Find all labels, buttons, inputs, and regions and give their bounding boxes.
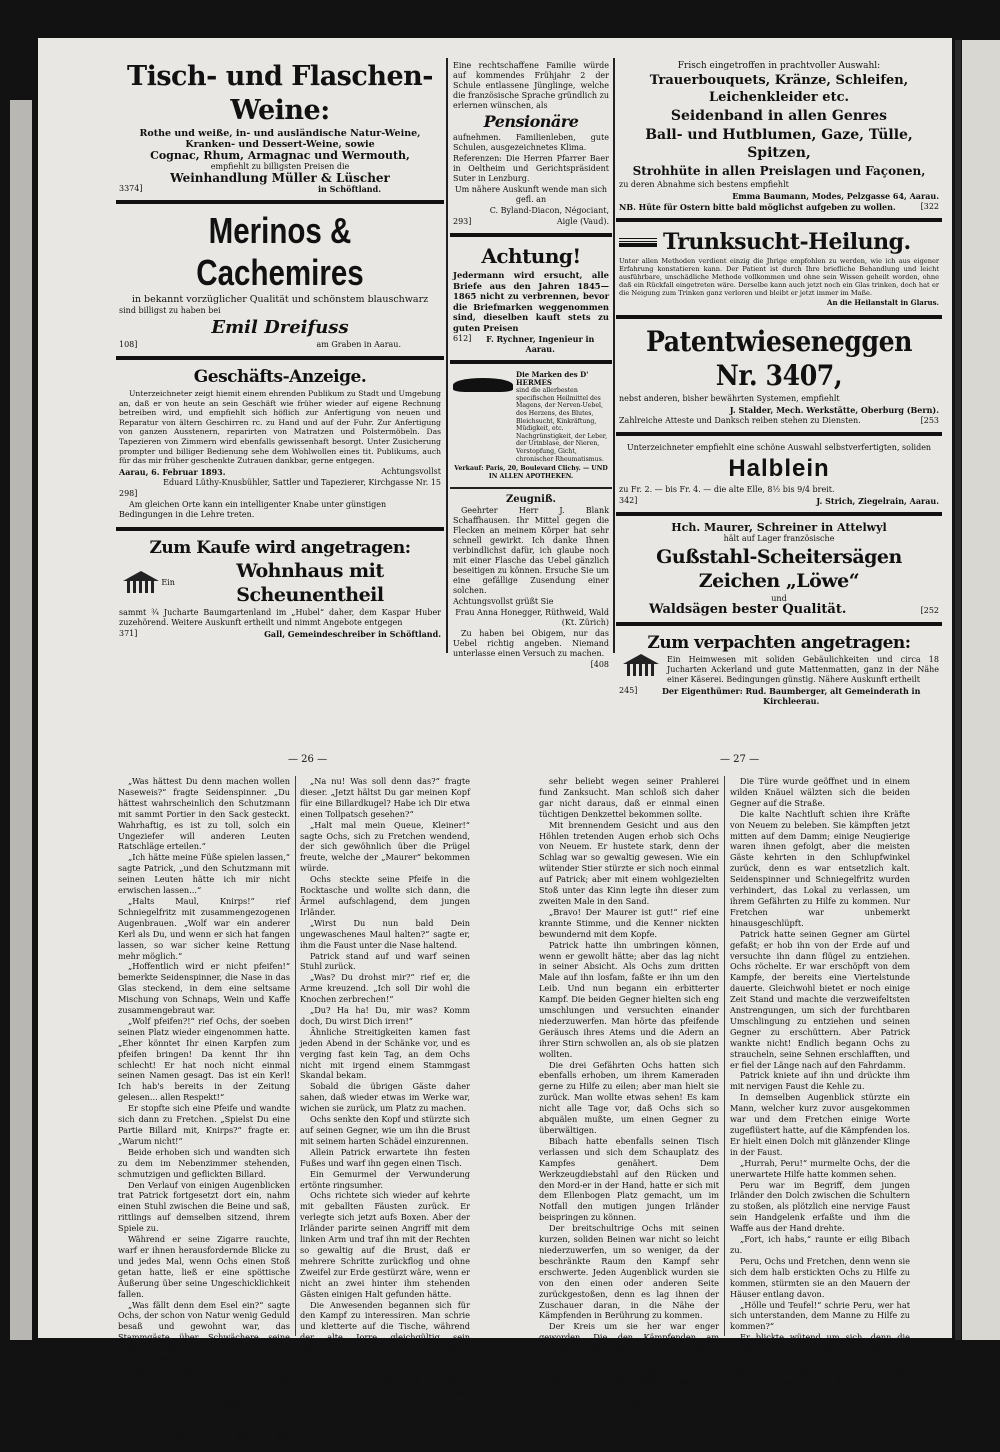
house-sale-ad bbox=[116, 535, 444, 641]
story-paragraph: Es war das erste Mal, daß Ochs einen solchen Gegner vor sich hatte. Er war nicht bbox=[300, 1375, 470, 1408]
story-paragraph: „Auf die Straße mit ihnen!“ schrie man. „Jawohl, hinaus!“ brüllten Andere. bbox=[539, 1386, 719, 1408]
testimonial-note: Zu haben bei Obigem, nur das Uebel richtig angeben. Niemand unterlasse einen Versuch zu machen. bbox=[453, 629, 609, 659]
story-paragraph: „Du? Ha ha! Du, mir was? Komm doch, Du wirst Dich irren!“ bbox=[300, 1005, 470, 1026]
business-notice-body: Unterzeichneter zeigt hiemit einem ehrenden Publikum zu Stadt und Umgebung an, daß er von heute an sein Geschäft wie früher wieder auf eigene Rechnung betreiben wird, und empfiehlt sich höflich zur Anfertigung von neuen und Reparatur von ältern Geschirren rc. zu Hand und auf der Fuhr. Zur Anfertigung von ganzen Ausstenern, reparirten von Matratzen und Polstermöbeln. Das Tapezieren von Zimmern wird ebenfalls gewissenhaft besorgt. Unter Zusicherung prompter und billiger Bedienung sehe dem Wohlwollen eines tit. Publikums, auch für das mir früher geschenkte Zutrauen dankbar, gerne entgegen. bbox=[119, 389, 441, 466]
harrow-note: Zahlreiche Atteste und Danksch reiben stehen zu Diensten. bbox=[619, 416, 861, 425]
story-paragraph: Den Verlauf von einigen Augenblicken trat Patrick fortgesetzt dort ein, nahm einen Stuhl zwischen die Beine und saß, rittlings auf demselben sitzend, ihrem Spiele zu. bbox=[118, 1179, 290, 1234]
millinery-top: Frisch eingetroffen in prachtvoller Auswahl: bbox=[677, 61, 881, 71]
story-paragraph: „Was hättest Du denn machen wollen Naseweis?“ fragte Seidenspinner. „Du hättest wahrscheinlich den Schutzmann mit sammt Portier in den Sack gesteckt. Wahrhaftig, es ist zu toll, solch ein Ungeziefer will anderen Leuten Ratschläge erteilen.“ bbox=[118, 776, 290, 852]
halflinen-name: J. Strich, Ziegelrain, Aarau. bbox=[816, 496, 939, 506]
story-paragraph: Ähnliche Streitigkeiten kamen fast jeden Abend in der Schänke vor, und es verging fast kein Tag, an dem Ochs nicht mit irgend einem Stammgast Skandal bekam. bbox=[300, 1026, 470, 1081]
testimonial-number: [408 bbox=[590, 660, 609, 670]
boarding-headline: Pensionäre bbox=[483, 112, 579, 131]
ad-divider bbox=[450, 487, 612, 489]
house-sale-number: 371] bbox=[119, 628, 138, 638]
story-paragraph: „Hoffentlich wird er nicht pfeifen!“ bemerkte Seidenspinner, die Nase in das Glas steckend, in dem eine seltsame Mischung von Schnaps, Wein und Kaffe zusammengebraut war. bbox=[118, 961, 290, 1016]
hermes-title: Die Marken des D' HERMES bbox=[516, 370, 589, 387]
testimonial-sign: Achtungsvollst grüßt Sie bbox=[453, 597, 554, 607]
page-26-column-a bbox=[118, 776, 290, 1452]
merinos-name: Emil Dreifuss bbox=[211, 317, 349, 338]
alcohol-cure-body: Unter allen Methoden verdient einzig die Jhrige empfohlen zu werden, wie ich aus eigener Erfahrung konstatieren kann. Der Patient ist durch Ihre briefliche Behandlung und leicht ausführbare, unschädliche Methode vollkommen und ohne sein Wissen geheilt worden, ohne daß ein Rückfall eingetreten wäre. Derselbe kann auch jetzt noch ein Glas trinken, doch hat er die Neigung zum Trinken ganz verloren und bleibt er jetzt immer im Maße. bbox=[619, 257, 939, 297]
boarding-name: C. Byland-Diacon, Négociant, bbox=[489, 206, 609, 215]
merinos-line-1: in bekannt vorzüglicher Qualität und schönstem blauschwarz bbox=[131, 294, 429, 305]
hermes-ad bbox=[450, 368, 612, 483]
story-paragraph: Er blickte wütend um sich, denn die Dunkelheit der Nacht und die Schnelligkeit, mit der die Szene sich abgespielt, hatten ihn verhindert, das Gesicht dessen, der ihm den Dolch entrissen hatte, zu erkennen. bbox=[730, 1332, 910, 1397]
column-rule bbox=[613, 58, 615, 653]
merinos-address: am Graben in Aarau. bbox=[316, 340, 401, 349]
hermes-vendor: Verkauf: Paris, 20, Boulevard Clichy. — UND IN ALLEN APOTHEKEN. bbox=[454, 465, 608, 480]
wine-ad bbox=[116, 58, 444, 196]
story-paragraph: „Ich hätte meine Füße spielen lassen,“ sagte Patrick, „und den Schutzmann mit seinen Leuten hätte ich mir nicht erwischen lassen...“ bbox=[118, 852, 290, 896]
wine-line-4: empfiehlt zu billigsten Preisen die bbox=[210, 162, 350, 171]
alcohol-cure-ad bbox=[616, 226, 942, 311]
ad-divider bbox=[616, 432, 942, 436]
halflinen-number: 342] bbox=[619, 496, 638, 505]
story-paragraph: „Was fällt denn dem Esel ein?“ sagte Ochs, der schon von Natur wenig Geduld besaß und gewohnt war, das Stammgäste über Schwächere seine rohe Körperkraft verspüren zu lassen. bbox=[118, 1299, 290, 1354]
boarding-body: Eine rechtschaffene Familie würde auf kommendes Frühjahr 2 der Schule entlassene Jünglinge, welche die französische Sprache gründlich zu erlernen wünschen, als bbox=[453, 61, 609, 110]
story-paragraph: „Hölle und Teufel!“ schrie Peru, wer hat sich unterstanden, dem Manne zu Hilfe zu kommen?“ bbox=[730, 1299, 910, 1332]
saw-ad bbox=[616, 520, 942, 618]
story-paragraph: Die Anwesenden begannen sich für den Kampf zu interessiren. Man schrie und kletterte auf die Tische, während der alte Jorre gleichgültig sein Häufchen Zucker auf dem kleinen Marmor seines Büffets zu einander reihte. bbox=[300, 1299, 470, 1375]
ad-divider bbox=[616, 218, 942, 222]
halflinen-top: Unterzeichneter empfiehlt eine schöne Auswahl selbstverfertigten, soliden bbox=[626, 443, 932, 452]
testimonial-ad bbox=[450, 493, 612, 673]
halflinen-ad bbox=[616, 440, 942, 508]
story-paragraph: Er stopfte sich eine Pfeife und wandte sich dann zu Fretchen. „Spielst Du eine Partie Billard mit, Knirps?“ fragte er. „Warum nicht!“ bbox=[118, 1103, 290, 1146]
story-paragraph: Ochs steckte seine Pfeife in die Rocktasche und wollte sich dann, die Ärmel aufschlagend, dem jungen Irländer. bbox=[300, 874, 470, 917]
hermes-body: sind die allerbesten specifischen Heilmittel des Magens, der Nerven-Uebel, des Herzens, des Blutes, Bleichsucht, Kinkräftung, Müdigkeit, etc. Nachgrünstigkeit, der Leber, der Urinblase, der Nieren, Verstopfung, Gicht, chronischer Rheumatismus. bbox=[516, 387, 608, 463]
story-paragraph: Patrick hatte seinen Gegner am Gürtel gefaßt; er hob ihn von der Erde auf und versuchte ihn dann flügel zu entziehen. Ochs röchelte. Er war erschöpft von dem Kampfe, der bereits eine Viertelstunde dauerte. Gleichwohl bietet er noch einige Zeit Stand und machte die verzweifeltsten Anstrengungen, um sich der furchtbaren Umschlingung zu entziehen und seinen Gegner zu erschüttern. Aber Patrick wankte nicht! Endlich begann Ochs zu straucheln, seine Sehnen erschlafften, und er fiel der Länge nach auf den Fahrdamm. bbox=[730, 928, 910, 1070]
ad-divider bbox=[616, 622, 942, 626]
merinos-title: Merinos & Cachemires bbox=[196, 210, 364, 293]
saw-title: Gußstahl-Scheitersägen Zeichen „Löwe“ bbox=[656, 546, 902, 592]
story-paragraph: Patrick kniete auf ihn und drückte ihm mit nervigen Faust die Kehle zu. bbox=[730, 1070, 910, 1092]
merinos-ad-number: 108] bbox=[119, 340, 138, 349]
page-27-column-a bbox=[539, 776, 719, 1408]
binding-shadow bbox=[955, 40, 961, 1340]
business-notice-title: Geschäfts-Anzeige. bbox=[193, 367, 367, 387]
story-paragraph: „Was? Du drohst mir?“ rief er, die Arme kreuzend. „Ich soll Dir wohl die Knochen zerbrechen!“ bbox=[300, 972, 470, 1005]
millinery-line-3: Ball- und Hutblumen, Gaze, Tülle, Spitzen, bbox=[645, 127, 913, 161]
ad-divider bbox=[450, 360, 612, 364]
house-icon bbox=[119, 571, 157, 595]
story-paragraph: Beide erhoben sich und wandten sich zu dem im Nebenzimmer stehenden, schmutzigen und geflickten Billard. bbox=[118, 1146, 290, 1179]
merinos-ad bbox=[116, 208, 444, 352]
wine-title: Tisch- und Flaschen-Weine: bbox=[127, 61, 433, 126]
story-paragraph: Ochs senkte den Kopf und stürzte sich auf seinen Gegner, wie um ihn die Brust mit seinem harten Schädel einzurennen. bbox=[300, 1114, 470, 1146]
story-paragraph: „Bravo! Der Maurer ist gut!“ rief eine krannte Stimme, und die Kenner nickten bewundernd mit dem Kopfe. bbox=[539, 906, 719, 939]
page-27-column-b bbox=[730, 776, 910, 1397]
boarding-ad bbox=[450, 58, 612, 229]
advertisement-section bbox=[116, 58, 942, 706]
harrow-ad bbox=[616, 323, 942, 428]
lease-title: Zum verpachten angetragen: bbox=[647, 633, 911, 653]
story-paragraph: Mit brennendem Gesicht und aus den Höhlen tretenden Augen erhob sich Ochs von Neuem. Er hustete stark, denn der Schlag war so gewaltig gewesen. Wie ein wütender Stier stürzte er sich noch einmal auf Patrick; aber mit einem wohlgezielten Stoß unter das Kinn legte ihn dieser zum zweiten Male in den Sand. bbox=[539, 819, 719, 906]
harrow-body: nebst anderen, bisher bewährten Systemen, empfiehlt bbox=[619, 394, 840, 403]
story-paragraph: Allein Patrick erwartete ihn festen Fußes und warf ihn gegen einen Tisch. bbox=[300, 1146, 470, 1168]
ad-column-right bbox=[616, 58, 942, 706]
farmhouse-icon bbox=[619, 654, 663, 678]
business-notice-sign: Achtungsvollst bbox=[381, 466, 441, 476]
ad-divider bbox=[450, 233, 612, 237]
house-sale-body: sammt ¾ Jucharte Baumgartenland im „Hubel“ daher, dem Kaspar Huber zuzehörend. Weitere Auskunft ertheilt und nimmt Angebote entgegen bbox=[119, 607, 441, 627]
stamps-number: 612] bbox=[453, 334, 472, 343]
testimonial-name: Frau Anna Honegger, Rüthweid, Wald (Kt. Zürich) bbox=[455, 608, 609, 628]
boarding-place: Aigle (Vaud). bbox=[556, 217, 609, 226]
lease-number: 245] bbox=[619, 686, 638, 695]
stamps-ad bbox=[450, 241, 612, 356]
millinery-ad bbox=[616, 58, 942, 214]
alcohol-cure-vendor: An die Heilanstalt in Glarus. bbox=[827, 298, 939, 307]
millinery-line-2: Seidenband in allen Genres bbox=[670, 108, 888, 124]
story-paragraph: „Halt mal mein Queue, Kleiner!“ sagte Ochs, sich zu Fretchen wendend, der sich gewöhnlich über die Prügel freute, welche der „Maurer“ bekommen würde. bbox=[300, 819, 470, 874]
story-paragraph: Peru war im Begriff, dem jungen Irländer den Dolch zwischen die Schultern zu stoßen, als plötzlich eine nervige Faust sein Handgelenk erfaßte und ihm die Waffe aus der Hand drehte. bbox=[730, 1179, 910, 1234]
story-paragraph: Der breitschultrige Ochs mit seinen kurzen, soliden Beinen war nicht so leicht niederzuwerfen, um so weniger, da der beschränkte Raum den Kampf sehr erschwerte. Jeden Augenblick wurden sie von den einen oder anderen Seite zurückgestoßen, denn es lag ihnen der Zuschauer daran, in die Nähe der Kämpfenden in Berührung zu kommen. bbox=[539, 1223, 719, 1321]
harrow-number: [253 bbox=[920, 416, 939, 425]
wine-line-5: Weinhandlung Müller & Lüscher bbox=[170, 171, 390, 185]
ad-divider bbox=[116, 356, 444, 360]
story-paragraph: Die kalte Nachtluft schien ihre Kräfte von Neuem zu beleben. Sie kämpften jetzt mitten auf dem Damm; einige Neugierige waren ihnen gefolgt, aber die meisten Gäste kehrten in den Schlupfwinkel zurück, denn es war entsetzlich kalt. Seidenspinner und Schniegelfritz wurden verhindert, das Lokal zu verlassen, um ihrem Gefährten zu Hilfe zu kommen. Nur Fretchen war unbemerkt hinausgeschlüpft. bbox=[730, 808, 910, 928]
millinery-line-1: Trauerbouquets, Kränze, Schleifen, Leichenkleider etc. bbox=[649, 73, 909, 105]
house-sale-sign: Gall, Gemeindeschreiber in Schöftland. bbox=[264, 628, 441, 639]
house-sale-ein: Ein bbox=[161, 577, 175, 587]
ad-column-left bbox=[116, 58, 444, 653]
story-paragraph: Die drei Gefährten Ochs hatten sich ebenfalls erhoben, um ihrem Kameraden gerne zu Hilfe zu eilen; aber man hielt sie zurück. Man wollte etwas sehen! Es kam nicht alle Tage vor, daß Ochs sich so abquälen mußte, um einen Gegner zu überwältigen. bbox=[539, 1059, 719, 1135]
story-paragraph: „Wirst Du nun bald Dein ungewaschenes Maul halten?“ sagte er, ihm die Faust unter die Nase haltend. bbox=[300, 917, 470, 950]
ad-divider bbox=[616, 315, 942, 319]
wine-ad-number: 3374] bbox=[119, 184, 143, 193]
business-notice-ad bbox=[116, 364, 444, 523]
wine-line-3: Cognac, Rhum, Armagnac und Wermouth, bbox=[150, 149, 410, 162]
business-notice-footer: Am gleichen Orte kann ein intelligenter Knabe unter günstigen Bedingungen in die Lehre treten. bbox=[119, 499, 387, 519]
wine-line-2: Kranken- und Dessert-Weine, sowie bbox=[185, 139, 375, 150]
story-paragraph: Und er ließ seinen nächsten Stoß, den er machte, fuhr er plötzlich mit dem Queue so weit zurück, daß er das Gesicht Patricks streifte. bbox=[118, 1408, 290, 1452]
house-sale-title: Zum Kaufe wird angetragen: bbox=[149, 537, 411, 558]
story-paragraph: „Halts Maul, Knirps!“ rief Schniegelfritz mit zusammengezogenen Augenbrauen. „Wolf war ein anderer Kerl als Du, und wenn er sich hat fangen lassen, so war sicher keine Rettung mehr möglich.“ bbox=[118, 895, 290, 961]
ad-divider bbox=[116, 527, 444, 531]
boarding-references: Referenzen: Die Herren Pfarrer Baer in Oeltheim und Gerichtspräsident Suter in Lenzburg. bbox=[453, 154, 609, 183]
page-number-27: — 27 — bbox=[720, 754, 760, 765]
millinery-name: Emma Baumann, Modes, Pelzgasse 64, Aarau. bbox=[732, 191, 939, 201]
story-paragraph: Allein Patrick fuhr fort, ihn bei jeder Gelegenheit zu hänseln. bbox=[118, 1354, 290, 1375]
story-paragraph: „Warte, mein Junge, ich werde Dir einen kleinen Denkzettel geben,“ sagte Ochs, als er seinen Pfeifenspitz kauend. bbox=[118, 1375, 290, 1408]
halflinen-price: zu Fr. 2. — bis Fr. 4. — die alte Elle, 8½ bis 9/4 breit. bbox=[619, 485, 835, 494]
story-paragraph: „Wolf pfeifen?!“ rief Ochs, der soeben seinen Platz wieder eingenommen hatte. „Eher könntet Ihr einen Karpfen zum pfeifen bringen! Da kennt Ihr ihn schlecht! Er hat noch nicht einmal seinen Namen gesagt. Das ist ein Kerl! Ich hab's bereits in der Zeitung gelesen... allen Respekt!“ bbox=[118, 1015, 290, 1103]
wine-line-6: in Schöftland. bbox=[318, 184, 381, 194]
ad-column-middle bbox=[450, 58, 612, 670]
story-paragraph: Patrick hatte ihn umbringen können, wenn er gewollt hätte; aber das lag nicht in seiner Absicht. Als Ochs zum dritten Male auf ihn losfam, faßte er ihn um den Leib. Und nun begann ein erbitterter Kampf. Die beiden Gegner hielten sich eng umschlungen und versuchten einander niederzuwerfen. Man hörte das pfeifende Geräusch ihres Atems und die Adern an ihrer Stirn schwollen an, als ob sie platzen wollten. bbox=[539, 939, 719, 1059]
harrow-name: J. Stalder, Mech. Werkstätte, Oberburg (Bern). bbox=[729, 405, 939, 415]
millinery-line-4: Strohhüte in allen Preislagen und Façonen, bbox=[632, 164, 926, 178]
wine-line-1: Rothe und weiße, in- und ausländische Natur-Weine, bbox=[139, 128, 421, 139]
business-notice-name: Eduard Lüthy-Knusbühler, Sattler und Tapezierer, Kirchgasse Nr. 15 bbox=[163, 477, 441, 487]
alcohol-cure-title: Trunksucht-Heilung. bbox=[663, 229, 911, 255]
story-paragraph: „Na nu! Was soll denn das?“ fragte dieser. „Jetzt hältst Du gar meinen Kopf für eine Billardkugel? Habe ich Dir etwa einen Tollpatsch gesehen?“ bbox=[300, 776, 470, 819]
story-paragraph: „Fort, ich habs,“ raunte er eilig Bibach zu. bbox=[730, 1234, 910, 1255]
merinos-line-2: sind billigst zu haben bei bbox=[119, 306, 221, 315]
right-page-edge bbox=[962, 40, 1000, 1340]
saw-number: [252 bbox=[920, 606, 939, 615]
lease-body: Ein Heimwesen mit soliden Gebäulichkeiten und circa 18 Jucharten Ackerland und gute Mattenmatten, ganz in der Nähe einer Käserei. Bedingungen günstig. Nähere Auskunft ertheilt bbox=[667, 655, 939, 684]
left-page-edge bbox=[10, 100, 32, 1340]
boarding-body-2: aufnehmen. Familienleben, gute Schulen, ausgezeichnetes Klima. bbox=[453, 133, 609, 152]
saw-top: Hch. Maurer, Schreiner in Attelwyl bbox=[671, 521, 887, 534]
halflinen-title: Halblein bbox=[728, 455, 830, 482]
story-paragraph: Ein Gemurmel der Verwunderung ertönte ringsumher. bbox=[300, 1168, 470, 1190]
stamps-title: Achtung! bbox=[481, 244, 581, 268]
eagle-emblem-icon bbox=[453, 370, 513, 400]
story-paragraph: Die Türe wurde geöffnet und in einem wilden Knäuel wälzten sich die beiden Gegner auf die Straße. bbox=[730, 776, 910, 808]
story-paragraph: Der Kreis um sie her war enger geworden. Die den Kämpfenden am nächsten Stehenden waren förmlich eingekeilt und befanden sich in einer ziemlich gefährlichen Lage, denn Ochs stieß gewaltig mit den Füßen um sich. bbox=[539, 1321, 719, 1386]
saw-und: und bbox=[771, 594, 787, 603]
harrow-title: Patentwieseneggen Nr. 3407, bbox=[645, 325, 913, 392]
millinery-nb: NB. Hüte für Ostern bitte bald möglichst aufgeben zu wollen. bbox=[619, 202, 896, 212]
millinery-line-5: zu deren Abnahme sich bestens empfiehlt bbox=[619, 180, 789, 189]
story-paragraph: Sobald die übrigen Gäste daher sahen, daß wieder etwas im Werke war, wichen sie zurück, um Platz zu machen. bbox=[300, 1081, 470, 1114]
ad-divider bbox=[116, 200, 444, 204]
story-paragraph: Bibach hatte ebenfalls seinen Tisch verlassen und sich dem Schauplatz des Kampfes genähert. Dem Werkzeugdiebstahl auf den Rücken und den Mord-er in der Hand, hatte er sich mit dem Ellenbogen Platz gemacht, um im Notfall den mutigen jungen Irländer beispringen zu können. bbox=[539, 1135, 719, 1223]
story-paragraph: Ochs richtete sich wieder auf kehrte mit geballten Fäusten zurück. Er verlegte sich jetzt aufs Boxen. Aber der Irländer parirte seinen Angriff mit dem linken Arm und traf ihn mit der Rechten so gewaltig auf die Brust, daß er mehrere Schritte zurückflog und ohne Zweifel zur Erde gestürzt wäre, wenn er nicht an zwei hinter ihm stehenden Gästen einigen Halt gefunden hätte. bbox=[300, 1190, 470, 1299]
saw-sub: hält auf Lager französische bbox=[723, 534, 835, 543]
story-paragraph: Peru, Ochs und Fretchen, denn wenn sie sich dem halb erstickten Ochs zu Hilfe zu kommen, stürmten sie an den Mauern der Häuser entlang davon. bbox=[730, 1255, 910, 1299]
story-paragraph: sehr beliebt wegen seiner Prahlerei fund Zanksucht. Man schloß sich daher gar nicht daraus, daß er einmal einen tüchtigen Denkzettel bekommen sollte. bbox=[539, 776, 719, 819]
column-rule bbox=[446, 58, 448, 653]
story-paragraph: Während er seine Zigarre rauchte, warf er ihnen herausfordernde Blicke zu und jedes Mal, wenn Ochs einen Stoß getan hatte, ließ er eine spöttische Äußerung über seine Ungeschicklichkeit fallen. bbox=[118, 1234, 290, 1299]
boarding-number: 293] bbox=[453, 217, 472, 226]
story-paragraph: In demselben Augenblick stürzte ein Mann, welcher kurz zuvor ausgekommen war und dem Fretchen einige Worte zugeflüstert hatte, auf die Kämpfenden los. Er hielt einen Dolch mit glänzender Klinge in der Faust. bbox=[730, 1092, 910, 1157]
stamps-body: Jedermann wird ersucht, alle Briefe aus den Jahren 1845—1865 nicht zu verbrennen, bevor die Briefmarken weggenommen sind, dieselben kauft stets zu guten Preisen bbox=[453, 270, 609, 333]
business-notice-number: 298] bbox=[119, 488, 138, 498]
column-rule bbox=[295, 776, 296, 1336]
testimonial-body: Geehrter Herr J. Blank Schaffhausen. Ihr Mittel gegen die Flecken an meinem Körper hat sehr schnell gewirkt. Ich danke Ihnen verbindlichst dafür, ich glaube noch mit einer Flasche das Uebel gänzlich beseitigen zu können. Ersuche Sie um eine gefällige Zusendung einer solchen. bbox=[453, 506, 609, 596]
business-notice-date: Aarau, 6. Februar 1893. bbox=[119, 466, 226, 477]
saw-line: Waldsägen bester Qualität. bbox=[649, 602, 847, 617]
testimonial-title: Zeugniß. bbox=[505, 494, 557, 506]
story-paragraph: Patrick stand auf und warf seinen Stuhl zurück. bbox=[300, 950, 470, 972]
house-sale-headline: Wohnhaus mit Scheunentheil bbox=[236, 559, 384, 606]
story-paragraph: „Hurrah, Peru!“ murmelte Ochs, der die unerwartete Hilfe hatte kommen sehen. bbox=[730, 1157, 910, 1179]
column-rule bbox=[724, 776, 725, 1336]
boarding-contact: Um nähere Auskunft wende man sich gefl. an bbox=[454, 185, 608, 204]
millinery-number: [322 bbox=[920, 202, 939, 211]
decorative-rule-icon bbox=[619, 238, 657, 247]
ad-divider bbox=[616, 512, 942, 516]
stamps-name: F. Rychner, Ingenieur in Aarau. bbox=[486, 334, 595, 354]
lease-ad bbox=[616, 630, 942, 708]
newspaper-page bbox=[38, 38, 952, 1452]
page-26-column-b bbox=[300, 776, 470, 1408]
page-number-26: — 26 — bbox=[288, 754, 328, 765]
lease-sign: Der Eigenthümer: Rud. Baumberger, alt Gemeinderath in Kirchleerau. bbox=[661, 686, 921, 706]
